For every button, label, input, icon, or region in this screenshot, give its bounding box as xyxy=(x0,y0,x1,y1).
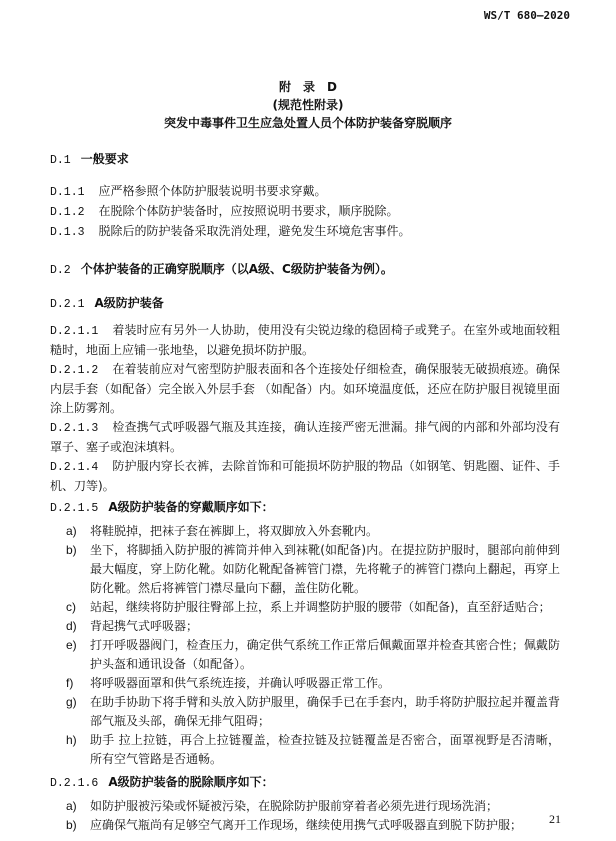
clause-text: 检查携气式呼吸器气瓶及其连接，确认连接严密无泄漏。排气阀的内部和外部均没有罩子、塞子或泡沫填料。 xyxy=(50,420,560,454)
appendix-title: 突发中毒事件卫生应急处置人员个体防护装备穿脱顺序 xyxy=(163,116,452,130)
list-text: 应确保气瓶尚有足够空气离开工作现场，继续使用携气式呼吸器直到脱下防护服； xyxy=(90,818,523,832)
list-item xyxy=(66,731,560,769)
list-text: 站起，继续将防护服往臀部上拉，系上并调整防护服的腰带（如配备)，直至舒适贴合； xyxy=(90,600,551,614)
section-number: D.1 xyxy=(50,154,71,167)
clause-number: D.1.2 xyxy=(50,206,85,219)
section-number: D.2.1.6 xyxy=(50,777,99,790)
section-number: D.2 xyxy=(50,264,71,277)
section-title: A级防护装备的脱除顺序如下： xyxy=(108,775,274,789)
clause-text: 在着装前应对气密型防护服表面和各个连接处仔细检查，确保服装无破损痕迹。确保内层手套（如配备）完全嵌入外层手套 （如配备）内。如环境温度低，还应在防护服目视镜里面涂上防雾剂。 xyxy=(50,362,560,415)
list-marker: c) xyxy=(66,600,76,614)
list-item xyxy=(66,598,560,617)
clause xyxy=(50,182,560,202)
clause-number: D.2.1.1 xyxy=(50,325,99,338)
page-number: 21 xyxy=(549,812,561,826)
section-d21 xyxy=(50,294,560,314)
section-title: A级防护装备 xyxy=(94,296,164,310)
clause-text: 防护服内穿长衣裤，去除首饰和可能损坏防护服的物品（如钢笔、钥匙圈、证件、手机、刀等)。 xyxy=(50,459,560,493)
list-marker: d) xyxy=(66,619,77,633)
section-d2 xyxy=(50,260,560,280)
appendix-title-type: (规范性附录) xyxy=(272,98,344,112)
list-item xyxy=(66,674,560,693)
list-marker: a) xyxy=(66,799,77,813)
list-text: 坐下，将脚插入防护服的裤筒并伸入到袜靴(如配备)内。在提拉防护服时，腿部向前伸到最大幅度，穿上防化靴。如防化靴配备裤管门襟，先将靴子的裤管门襟向上翻起，再穿上防化靴。然后将裤管门襟尽量向下翻，盖住防化靴。 xyxy=(90,543,560,595)
list-item xyxy=(66,541,560,598)
clause xyxy=(50,457,560,496)
clause xyxy=(50,360,560,418)
list-text: 背起携气式呼吸器； xyxy=(90,619,199,633)
list-item xyxy=(66,816,560,835)
clause-text: 脱除后的防护装备采取洗消处理，避免发生环境危害事件。 xyxy=(98,224,411,238)
list-marker: f) xyxy=(66,676,74,690)
section-title: 个体护装备的正确穿脱顺序（以A级、C级防护装备为例）。 xyxy=(80,262,393,276)
appendix-label: 附 录 D xyxy=(279,80,337,94)
clause-number: D.2.1.2 xyxy=(50,364,99,377)
list-item xyxy=(66,617,560,636)
document-body xyxy=(50,150,560,835)
list-item xyxy=(66,693,560,731)
clause-text: 在脱除个体防护装备时，应按照说明书要求，顺序脱除。 xyxy=(98,204,399,218)
list-text: 打开呼吸器阀门，检查压力，确定供气系统工作正常后佩戴面罩并检查其密合性；佩戴防护头盔和通讯设备（如配备）。 xyxy=(90,638,560,671)
section-number: D.2.1.5 xyxy=(50,502,99,515)
section-d215 xyxy=(50,498,560,518)
section-number: D.2.1 xyxy=(50,298,85,311)
section-title: 一般要求 xyxy=(80,152,129,166)
list-item xyxy=(66,522,560,541)
list-marker: g) xyxy=(66,695,77,709)
list-marker: b) xyxy=(66,818,77,832)
clause-number: D.2.1.4 xyxy=(50,461,99,474)
clause-text: 应严格参照个体防护服装说明书要求穿戴。 xyxy=(98,184,327,198)
standard-number: WS/T 680—2020 xyxy=(483,9,570,22)
clause-number: D.1.1 xyxy=(50,186,85,199)
list-marker: h) xyxy=(66,733,77,747)
clause-text: 着装时应有另外一人协助，使用没有尖锐边缘的稳固椅子或凳子。在室外或地面较粗糙时，地面上应铺一张地垫，以避免损坏防护服。 xyxy=(50,323,560,357)
list-text: 如防护服被污染或怀疑被污染，在脱除防护服前穿着者必须先进行现场洗消； xyxy=(90,799,499,813)
list-text: 助手 拉上拉链，再合上拉链覆盖，检查拉链及拉链覆盖是否密合，面罩视野是否清晰，所有空气管路是否通畅。 xyxy=(90,733,560,766)
list-marker: b) xyxy=(66,543,77,557)
clause-number: D.2.1.3 xyxy=(50,422,99,435)
section-title: A级防护装备的穿戴顺序如下： xyxy=(108,500,274,514)
clause xyxy=(50,222,560,242)
clause xyxy=(50,321,560,360)
section-d216 xyxy=(50,773,560,793)
list-text: 将鞋脱掉，把袜子套在裤脚上，将双脚放入外套靴内。 xyxy=(90,524,379,538)
list-item xyxy=(66,636,560,674)
list-marker: a) xyxy=(66,524,77,538)
clause xyxy=(50,202,560,222)
list-item xyxy=(66,797,560,816)
list-text: 在助手协助下将手臂和头放入防护服里，确保手已在手套内，助手将防护服拉起并覆盖背部气瓶及头部，确保无排气阻碍； xyxy=(90,695,560,728)
list-marker: e) xyxy=(66,638,77,652)
section-d1 xyxy=(50,150,560,170)
clause-number: D.1.3 xyxy=(50,226,85,239)
clause xyxy=(50,418,560,457)
list-text: 将呼吸器面罩和供气系统连接，并确认呼吸器正常工作。 xyxy=(90,676,391,690)
